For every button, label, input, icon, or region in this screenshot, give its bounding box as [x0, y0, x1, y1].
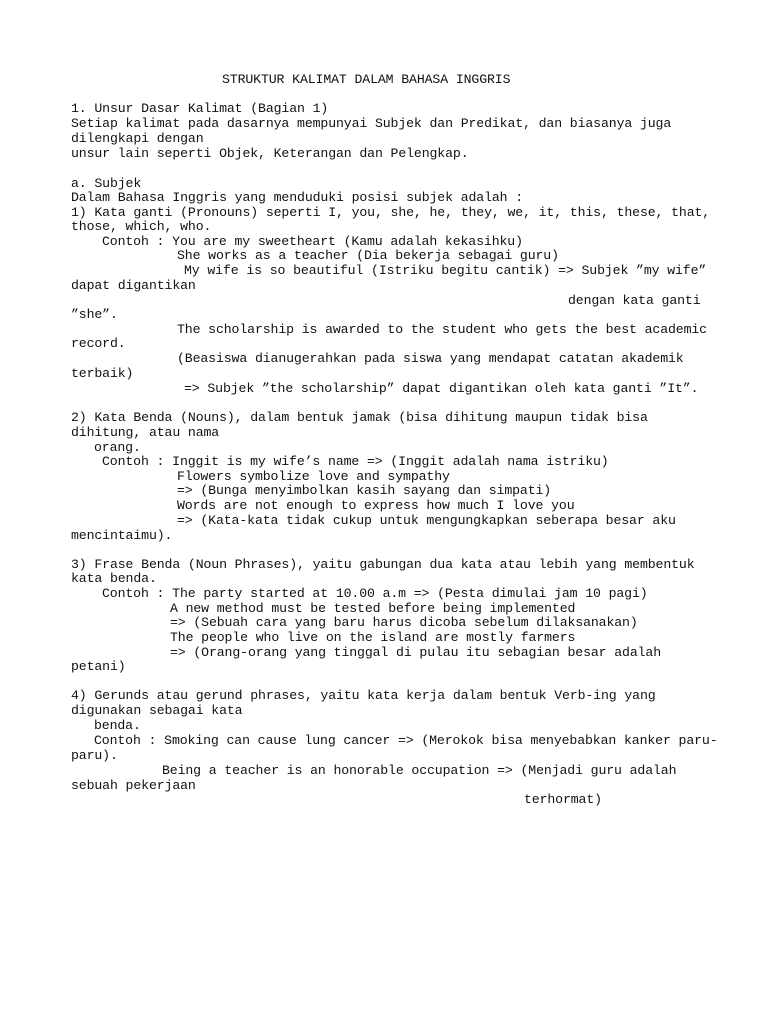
text-line: record. — [71, 336, 126, 351]
example-line: Words are not enough to express how much I love you — [177, 498, 575, 513]
text-line: dapat digantikan — [71, 278, 196, 293]
text-line: benda. — [94, 718, 141, 733]
example-line: Contoh : You are my sweetheart (Kamu adalah kekasihku) — [102, 234, 523, 249]
example-line: The scholarship is awarded to the student who gets the best academic — [177, 322, 707, 337]
section-heading: a. Subjek — [71, 176, 142, 191]
example-line: => (Bunga menyimbolkan kasih sayang dan simpati) — [177, 483, 552, 498]
text-line: unsur lain seperti Objek, Keterangan dan Pelengkap. — [71, 146, 469, 161]
text-line: 1. Unsur Dasar Kalimat (Bagian 1) — [71, 101, 329, 116]
section-heading: 4) Gerunds atau gerund phrases, yaitu kata kerja dalam bentuk Verb-ing yang — [71, 688, 656, 703]
text-line: ”she”. — [71, 307, 118, 322]
text-line: those, which, who. — [71, 219, 212, 234]
text-line: orang. — [94, 440, 141, 455]
example-line: => Subjek ”the scholarship” dapat digantikan oleh kata ganti ”It”. — [184, 381, 699, 396]
section-heading: 2) Kata Benda (Nouns), dalam bentuk jamak (bisa dihitung maupun tidak bisa — [71, 410, 648, 425]
text-line: dihitung, atau nama — [71, 425, 220, 440]
text-line: sebuah pekerjaan — [71, 778, 196, 793]
example-line: => (Orang-orang yang tinggal di pulau itu sebagian besar adalah — [170, 645, 662, 660]
text-line: digunakan sebagai kata — [71, 703, 243, 718]
text-line: dengan kata ganti — [568, 293, 701, 308]
text-line: petani) — [71, 659, 126, 674]
example-line: My wife is so beautiful (Istriku begitu cantik) => Subjek ”my wife” — [184, 263, 707, 278]
example-line: Flowers symbolize love and sympathy — [177, 469, 450, 484]
text-line: Dalam Bahasa Inggris yang menduduki posisi subjek adalah : — [71, 190, 524, 205]
text-line: kata benda. — [71, 571, 157, 586]
example-line: => (Kata-kata tidak cukup untuk mengungkapkan seberapa besar aku — [177, 513, 676, 528]
example-line: She works as a teacher (Dia bekerja sebagai guru) — [177, 248, 559, 263]
example-line: => (Sebuah cara yang baru harus dicoba sebelum dilaksanakan) — [170, 615, 638, 630]
example-line: Contoh : Smoking can cause lung cancer => (Merokok bisa menyebabkan kanker paru- — [94, 733, 718, 748]
text-line: 1) Kata ganti (Pronouns) seperti I, you, she, he, they, we, it, this, these, that, — [71, 205, 711, 220]
text-line: dilengkapi dengan — [71, 131, 204, 146]
example-line: The people who live on the island are mostly farmers — [170, 630, 576, 645]
text-line: Setiap kalimat pada dasarnya mempunyai Subjek dan Predikat, dan biasanya juga — [71, 116, 672, 131]
text-line: terhormat) — [524, 792, 602, 807]
text-line: paru). — [71, 748, 118, 763]
example-line: A new method must be tested before being implemented — [170, 601, 576, 616]
example-line: (Beasiswa dianugerahkan pada siswa yang mendapat catatan akademik — [177, 351, 684, 366]
example-line: Contoh : Inggit is my wife’s name => (Inggit adalah nama istriku) — [102, 454, 609, 469]
text-line: terbaik) — [71, 366, 134, 381]
example-line: Contoh : The party started at 10.00 a.m => (Pesta dimulai jam 10 pagi) — [102, 586, 648, 601]
document-title: STRUKTUR KALIMAT DALAM BAHASA INGGRIS — [222, 72, 511, 87]
example-line: Being a teacher is an honorable occupation => (Menjadi guru adalah — [162, 763, 677, 778]
section-heading: 3) Frase Benda (Noun Phrases), yaitu gabungan dua kata atau lebih yang membentuk — [71, 557, 695, 572]
text-line: mencintaimu). — [71, 528, 173, 543]
